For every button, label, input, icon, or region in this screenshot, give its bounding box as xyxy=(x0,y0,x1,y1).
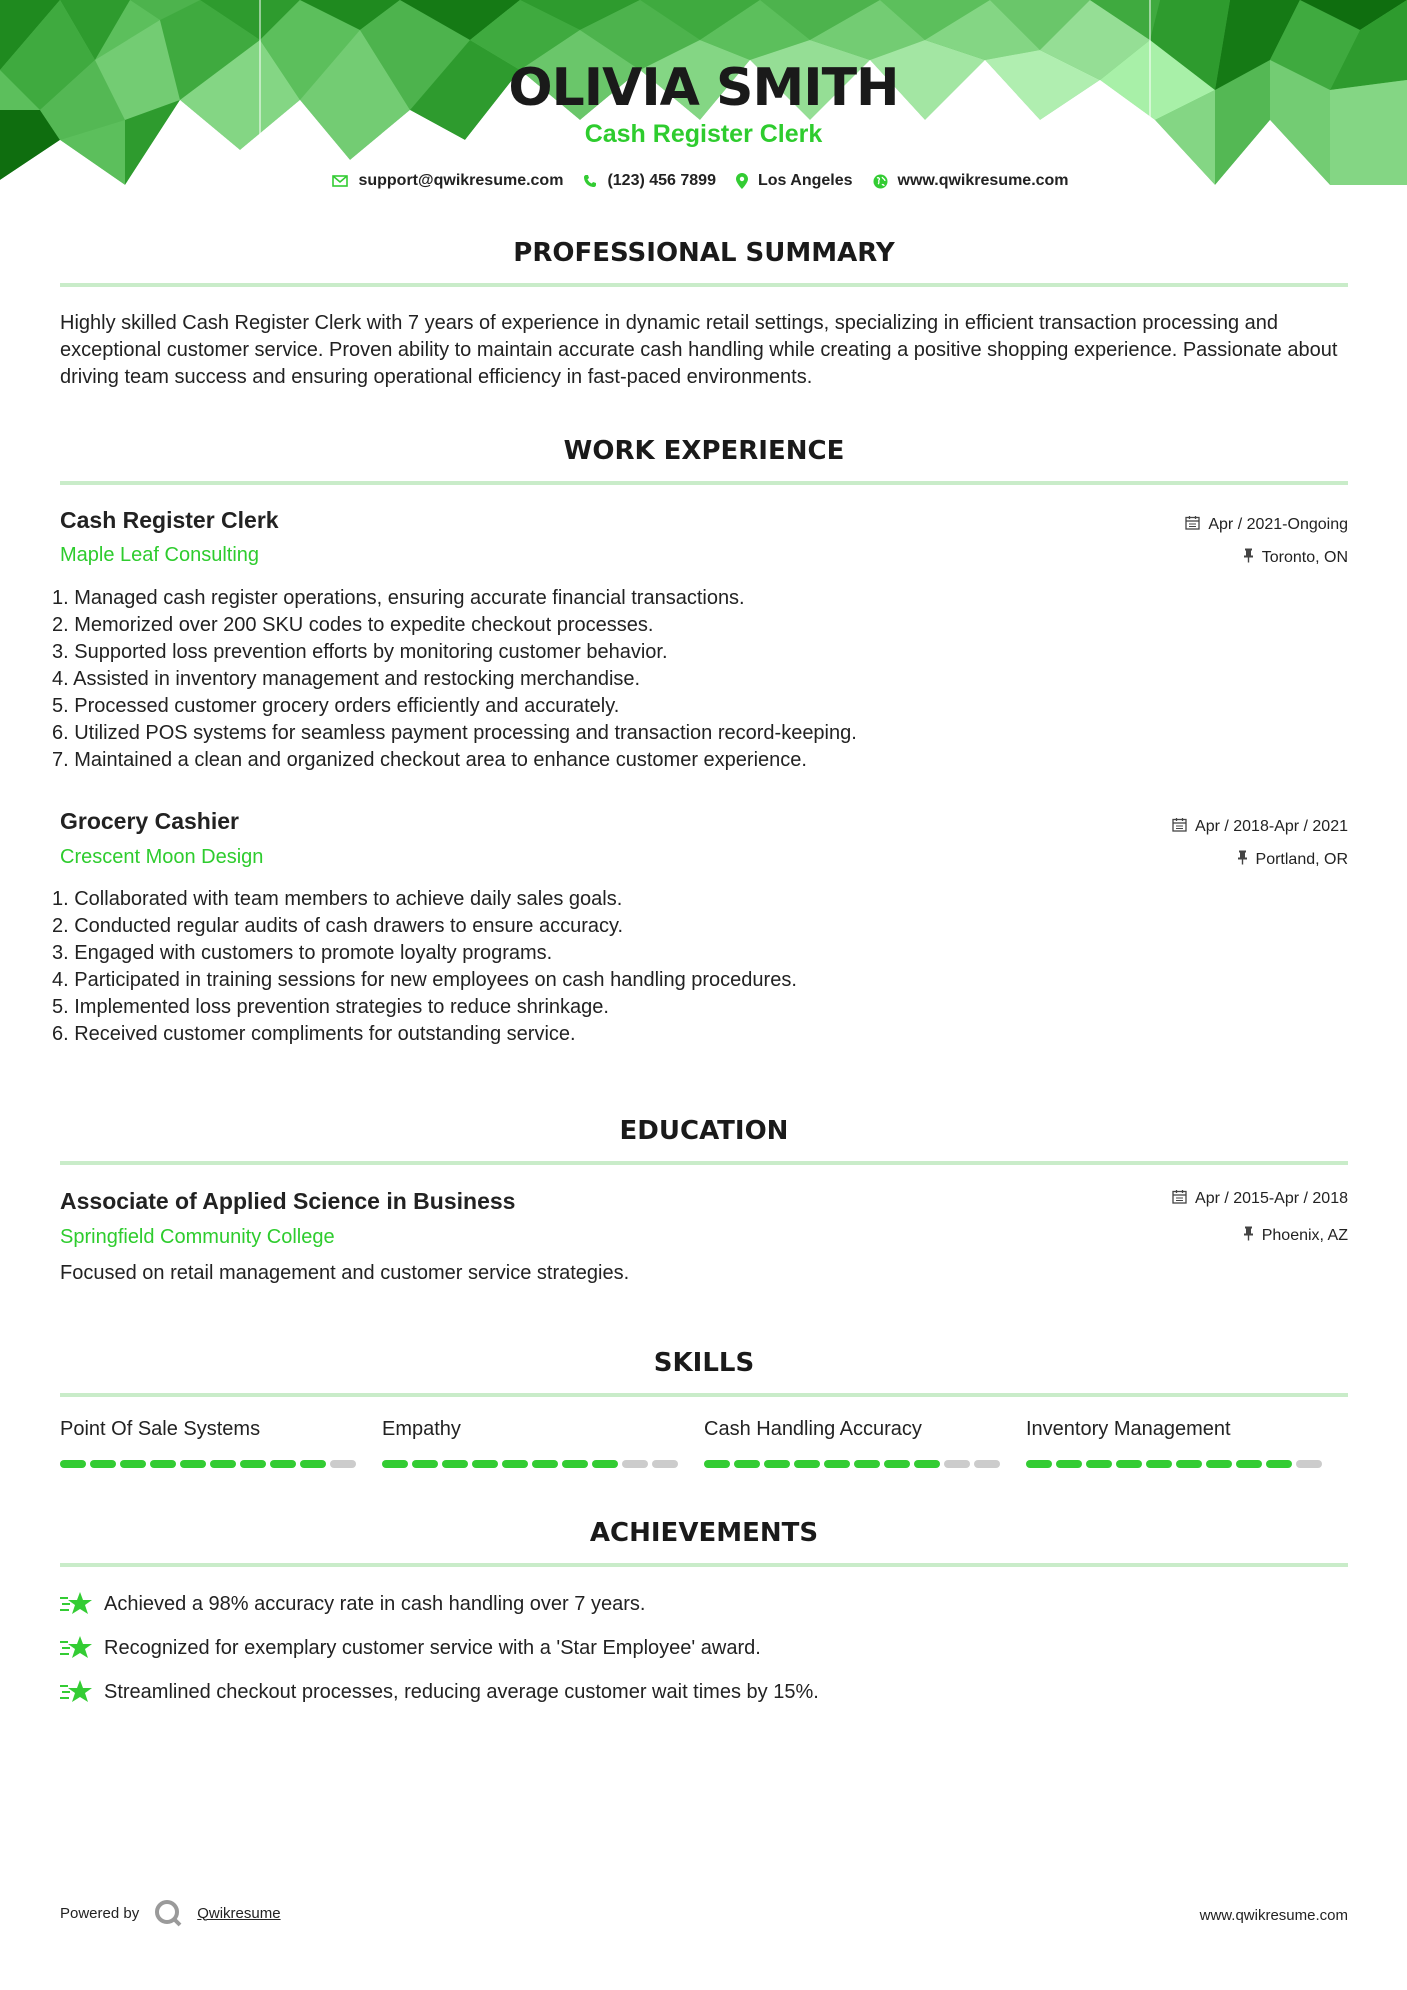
contact-email-text: support@qwikresume.com xyxy=(358,172,564,189)
education-location-text: Phoenix, AZ xyxy=(1261,1226,1348,1244)
section-divider xyxy=(60,283,1348,287)
shooting-star-icon xyxy=(60,1634,94,1662)
skill-level-segment xyxy=(210,1460,236,1468)
contact-website[interactable] xyxy=(873,172,1069,190)
skill-level-segment xyxy=(734,1460,760,1468)
calendar-icon xyxy=(1172,1189,1187,1208)
skill-level-segment xyxy=(622,1460,648,1468)
job-date xyxy=(1172,817,1348,836)
skill-item xyxy=(382,1418,704,1468)
skill-level-segment xyxy=(914,1460,940,1468)
footer-website[interactable]: www.qwikresume.com xyxy=(1199,1907,1348,1924)
envelope-icon xyxy=(332,175,348,187)
job-date-text: Apr / 2021-Ongoing xyxy=(1208,515,1348,533)
education-location xyxy=(1243,1226,1348,1245)
contact-bar xyxy=(0,172,1407,190)
skill-level-bar xyxy=(382,1460,704,1468)
list-item: 3. Supported loss prevention efforts by monitoring customer behavior. xyxy=(52,641,668,663)
job-date xyxy=(1185,515,1348,534)
skill-level-segment xyxy=(60,1460,86,1468)
skill-level-segment xyxy=(90,1460,116,1468)
powered-by-label: Powered by xyxy=(60,1904,140,1922)
skill-level-segment xyxy=(472,1460,498,1468)
skill-item xyxy=(60,1418,382,1468)
job-title: Cash Register Clerk xyxy=(60,507,279,533)
skill-level-segment xyxy=(1176,1460,1202,1468)
skill-level-segment xyxy=(1086,1460,1112,1468)
pushpin-icon xyxy=(1243,1226,1254,1245)
education-description: Focused on retail management and customer service strategies. xyxy=(60,1262,630,1284)
section-divider xyxy=(60,481,1348,485)
skill-name: Cash Handling Accuracy xyxy=(704,1418,922,1440)
map-marker-icon xyxy=(736,173,748,189)
list-item: 5. Implemented loss prevention strategies to reduce shrinkage. xyxy=(52,996,609,1018)
globe-icon xyxy=(873,174,888,189)
education-date xyxy=(1172,1189,1348,1208)
skill-level-segment xyxy=(240,1460,266,1468)
skill-level-segment xyxy=(974,1460,1000,1468)
skill-level-segment xyxy=(1236,1460,1262,1468)
skill-level-bar xyxy=(704,1460,1026,1468)
phone-icon xyxy=(583,174,597,188)
skill-level-bar xyxy=(60,1460,382,1468)
list-item: 2. Memorized over 200 SKU codes to expedite checkout processes. xyxy=(52,614,654,636)
qwikresume-logo-icon xyxy=(153,1898,183,1928)
skill-name: Inventory Management xyxy=(1026,1418,1231,1440)
skill-level-segment xyxy=(442,1460,468,1468)
contact-location xyxy=(736,172,853,190)
section-title-experience: WORK EXPERIENCE xyxy=(563,436,845,466)
job-location xyxy=(1243,548,1348,567)
skill-level-segment xyxy=(330,1460,356,1468)
skill-level-segment xyxy=(1266,1460,1292,1468)
skill-level-segment xyxy=(270,1460,296,1468)
skill-level-segment xyxy=(1296,1460,1322,1468)
contact-website-text: www.qwikresume.com xyxy=(897,172,1069,189)
calendar-icon xyxy=(1172,817,1187,836)
section-title-achievements: ACHIEVEMENTS xyxy=(589,1518,819,1548)
education-date-text: Apr / 2015-Apr / 2018 xyxy=(1195,1189,1348,1207)
achievement-item xyxy=(60,1678,819,1706)
skill-level-segment xyxy=(120,1460,146,1468)
skill-level-segment xyxy=(1026,1460,1052,1468)
section-divider xyxy=(60,1563,1348,1567)
summary-text: Highly skilled Cash Register Clerk with 7 years of experience in dynamic retail settings, specializing in efficient transaction processing and exceptional customer service. Proven ability to maintain accurate cash handling while creating a positive shopping experience. Passionate about driving team success and ensuring operational efficiency in fast-paced environments. xyxy=(60,312,1338,388)
section-title-skills: SKILLS xyxy=(653,1348,755,1378)
job-title: Grocery Cashier xyxy=(60,808,239,834)
skill-level-segment xyxy=(1056,1460,1082,1468)
skill-level-segment xyxy=(854,1460,880,1468)
achievement-item xyxy=(60,1590,645,1618)
skill-level-segment xyxy=(562,1460,588,1468)
skill-level-segment xyxy=(150,1460,176,1468)
job-bullet-list xyxy=(52,585,857,774)
skill-level-segment xyxy=(532,1460,558,1468)
skill-level-segment xyxy=(824,1460,850,1468)
shooting-star-icon xyxy=(60,1678,94,1706)
candidate-job-title: Cash Register Clerk xyxy=(584,120,823,148)
list-item: 6. Utilized POS systems for seamless payment processing and transaction record-keeping. xyxy=(52,722,857,744)
skill-level-segment xyxy=(502,1460,528,1468)
achievement-text: Achieved a 98% accuracy rate in cash handling over 7 years. xyxy=(104,1592,646,1615)
skill-level-segment xyxy=(944,1460,970,1468)
achievement-text: Recognized for exemplary customer service with a 'Star Employee' award. xyxy=(104,1636,761,1659)
skill-level-segment xyxy=(704,1460,730,1468)
list-item: 1. Collaborated with team members to achieve daily sales goals. xyxy=(52,888,623,910)
list-item: 2. Conducted regular audits of cash drawers to ensure accuracy. xyxy=(52,915,624,937)
skill-item xyxy=(704,1418,1026,1468)
list-item: 4. Assisted in inventory management and restocking merchandise. xyxy=(52,668,641,690)
degree-title: Associate of Applied Science in Business xyxy=(60,1188,516,1214)
skill-level-segment xyxy=(884,1460,910,1468)
contact-email[interactable] xyxy=(332,172,563,190)
job-location-text: Portland, OR xyxy=(1255,850,1348,868)
skill-level-segment xyxy=(1116,1460,1142,1468)
skill-name: Point Of Sale Systems xyxy=(60,1418,261,1440)
shooting-star-icon xyxy=(60,1590,94,1618)
contact-location-text: Los Angeles xyxy=(757,172,853,189)
section-title-summary: PROFESSIONAL SUMMARY xyxy=(513,238,895,268)
achievement-item xyxy=(60,1634,761,1662)
company-name: Maple Leaf Consulting xyxy=(60,544,260,566)
skill-level-segment xyxy=(592,1460,618,1468)
section-title-education: EDUCATION xyxy=(619,1116,789,1146)
list-item: 1. Managed cash register operations, ensuring accurate financial transactions. xyxy=(52,587,745,609)
job-location xyxy=(1237,850,1348,869)
job-date-text: Apr / 2018-Apr / 2021 xyxy=(1195,817,1348,835)
qwikresume-link[interactable]: Qwikresume xyxy=(197,1904,281,1922)
list-item: 7. Maintained a clean and organized checkout area to enhance customer experience. xyxy=(52,749,807,771)
calendar-icon xyxy=(1185,515,1200,534)
pushpin-icon xyxy=(1243,548,1254,567)
job-location-text: Toronto, ON xyxy=(1261,548,1348,566)
candidate-name: OLIVIA SMITH xyxy=(508,58,899,118)
skill-level-segment xyxy=(764,1460,790,1468)
company-name: Crescent Moon Design xyxy=(60,846,264,868)
skill-level-segment xyxy=(180,1460,206,1468)
skill-level-segment xyxy=(412,1460,438,1468)
footer-powered-by xyxy=(60,1898,281,1928)
skill-level-bar xyxy=(1026,1460,1348,1468)
skill-level-segment xyxy=(652,1460,678,1468)
skill-level-segment xyxy=(1146,1460,1172,1468)
list-item: 4. Participated in training sessions for new employees on cash handling procedures. xyxy=(52,969,797,991)
contact-phone-text: (123) 456 7899 xyxy=(607,172,716,189)
list-item: 3. Engaged with customers to promote loyalty programs. xyxy=(52,942,553,964)
skill-name: Empathy xyxy=(382,1418,461,1440)
school-name: Springfield Community College xyxy=(60,1226,335,1248)
pushpin-icon xyxy=(1237,850,1248,869)
skill-level-segment xyxy=(382,1460,408,1468)
job-bullet-list xyxy=(52,886,797,1048)
section-divider xyxy=(60,1393,1348,1397)
skill-level-segment xyxy=(300,1460,326,1468)
skill-level-segment xyxy=(1206,1460,1232,1468)
section-divider xyxy=(60,1161,1348,1165)
skill-item xyxy=(1026,1418,1348,1468)
contact-phone[interactable] xyxy=(583,172,716,190)
list-item: 6. Received customer compliments for outstanding service. xyxy=(52,1023,576,1045)
list-item: 5. Processed customer grocery orders efficiently and accurately. xyxy=(52,695,620,717)
skill-level-segment xyxy=(794,1460,820,1468)
achievement-text: Streamlined checkout processes, reducing average customer wait times by 15%. xyxy=(104,1680,819,1703)
skills-list xyxy=(60,1418,1348,1468)
